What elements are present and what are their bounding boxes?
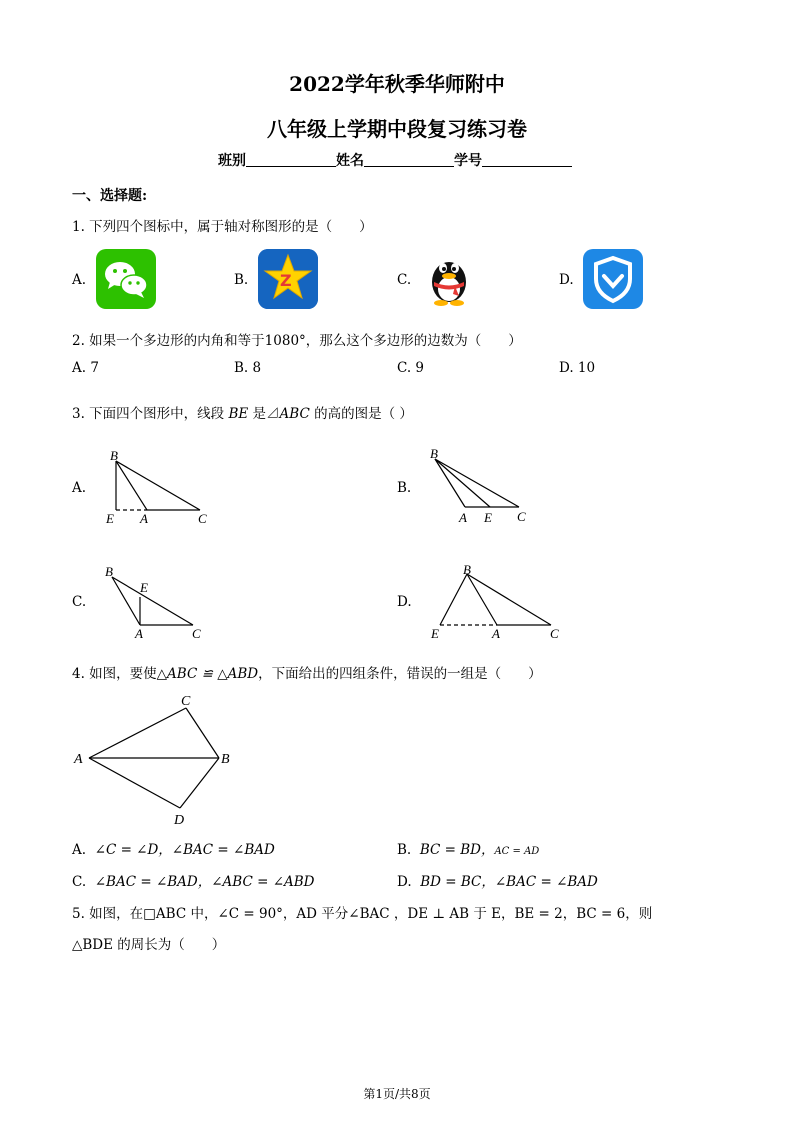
svg-text:C: C (198, 511, 207, 526)
q3-figure-c (100, 562, 220, 642)
question-1-stem: 1. 下列四个图标中，属于轴对称图形的是（ ） (72, 219, 373, 235)
page-number: 第1页/共8页 (363, 1087, 431, 1101)
q2-option-a: A. 7 (72, 360, 99, 376)
svg-text:C: C (181, 694, 191, 709)
q3-figure-b (425, 445, 555, 530)
q3-option-c-label: C. (72, 594, 87, 610)
svg-text:D: D (174, 813, 185, 828)
svg-text:A: A (492, 626, 500, 641)
name-label: 姓名 (336, 153, 364, 169)
svg-text:B: B (105, 564, 113, 579)
svg-text:B: B (110, 448, 118, 463)
question-3-stem: 3. 下面四个图形中，线段 BE 是⊿ABC 的高的图是（ ） (72, 406, 413, 422)
svg-text:A: A (135, 626, 143, 641)
student-info-row (218, 150, 572, 170)
svg-text:E: E (484, 510, 492, 525)
tencent-shield-icon (583, 249, 643, 309)
svg-text:B: B (430, 446, 438, 461)
q4-option-c: C. ∠BAC = ∠BAD，∠ABC = ∠ABD (72, 874, 315, 890)
q1-option-d-label: D. (559, 272, 574, 288)
question-5-line1: 5. 如图，在□ABC 中，∠C = 90°，AD 平分∠BAC ，DE ⊥ AB 于 E，BE = 2，BC = 6，则 (72, 906, 653, 922)
svg-text:C: C (192, 626, 201, 641)
svg-text:E: E (140, 580, 148, 595)
q1-option-b-label: B. (234, 272, 249, 288)
q2-option-d: D. 10 (559, 360, 596, 376)
svg-text:B: B (463, 562, 471, 577)
svg-text:A: A (140, 511, 148, 526)
svg-text:A: A (459, 510, 467, 525)
q4-option-a: A. ∠C = ∠D，∠BAC = ∠BAD (72, 842, 275, 858)
q4-figure (70, 688, 240, 828)
svg-text:Z: Z (280, 271, 292, 290)
q2-option-c: C. 9 (397, 360, 425, 376)
student-id-label: 学号 (454, 153, 482, 169)
question-2-stem: 2. 如果一个多边形的内角和等于1080°，那么这个多边形的边数为（ ） (72, 333, 522, 349)
svg-text:A: A (74, 752, 83, 767)
q4-option-b: B. BC = BD，AC = AD (397, 842, 540, 858)
q3-option-d-label: D. (397, 594, 412, 610)
q3-option-a-label: A. (72, 480, 87, 496)
svg-text:C: C (550, 626, 559, 641)
q3-option-b-label: B. (397, 480, 412, 496)
exam-title-line2: 八年级上学期中段复习练习卷 (267, 117, 527, 141)
q1-option-c-label: C. (397, 272, 412, 288)
qzone-star-icon (258, 249, 318, 309)
exam-title-line1: 2022学年秋季华师附中 (289, 72, 505, 96)
q4-option-d: D. BD = BC，∠BAC = ∠BAD (397, 874, 598, 890)
class-label: 班别 (218, 153, 246, 169)
q1-option-a-label: A. (72, 272, 87, 288)
class-blank[interactable] (246, 152, 336, 167)
student-id-blank[interactable] (482, 152, 572, 167)
q2-option-b: B. 8 (234, 360, 262, 376)
q3-figure-d (425, 562, 565, 642)
section-heading: 一、选择题: (72, 188, 148, 204)
question-5-line2: △BDE 的周长为（ ） (72, 937, 226, 953)
wechat-icon (96, 249, 156, 309)
svg-text:E: E (106, 511, 114, 526)
svg-text:B: B (221, 752, 230, 767)
svg-text:C: C (517, 509, 526, 524)
name-blank[interactable] (364, 152, 454, 167)
qq-penguin-icon (419, 249, 479, 309)
question-4-stem: 4. 如图，要使△ABC ≌ △ABD，下面给出的四组条件，错误的一组是（ ） (72, 666, 542, 682)
svg-text:E: E (431, 626, 439, 641)
q3-figure-a (100, 448, 220, 528)
